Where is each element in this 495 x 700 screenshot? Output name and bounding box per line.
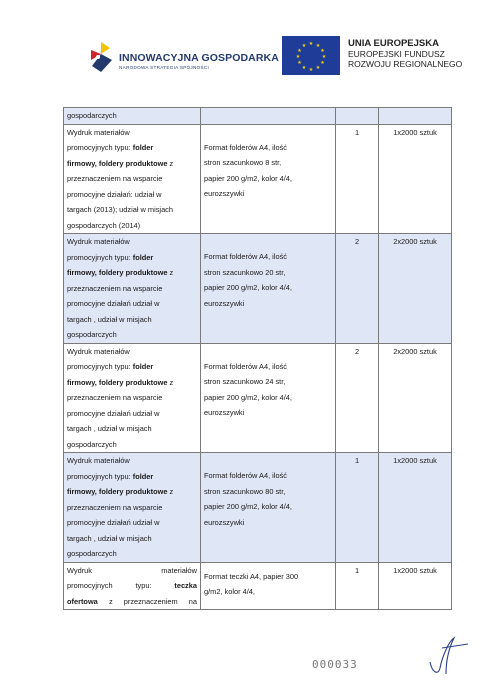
amount-cell: 2x2000 sztuk: [379, 234, 452, 344]
eu-line-3: ROZWOJU REGIONALNEGO: [348, 59, 463, 69]
spec-line: Format folderów A4, ilość: [204, 252, 287, 261]
eu-flag-icon: [282, 36, 340, 75]
spec-line: stron szacunkowo 20 str,: [204, 267, 286, 277]
spec-line: Format folderów A4, ilość: [204, 142, 287, 152]
spec-line: Format folderów A4, ilość: [204, 471, 287, 480]
desc-line: Wydruk materiałów: [67, 456, 130, 465]
spec-cell: [201, 234, 336, 344]
desc-line: przeznaczeniem na wsparcie: [67, 502, 163, 512]
desc-line: Wydruk materiałów: [67, 237, 130, 246]
spec-line: Format folderów A4, ilość: [204, 361, 287, 371]
left-logo-subtitle: NARODOWA STRATEGIA SPÓJNOŚCI: [119, 65, 210, 70]
eu-line-1: UNIA EUROPEJSKA: [348, 38, 439, 49]
eu-line-2: EUROPEJSKI FUNDUSZ: [348, 49, 445, 59]
desc-cell: [64, 124, 201, 234]
eu-logo-text: [348, 38, 488, 69]
desc-bold: folder: [132, 471, 154, 481]
spec-cell: [201, 453, 336, 563]
desc-line: przeznaczeniem na wsparcie: [67, 174, 163, 183]
table-row: [64, 562, 452, 610]
spec-line: eurozszywki: [204, 298, 245, 308]
spec-line: stron szacunkowo 24 str,: [204, 377, 286, 386]
desc-bold: firmowy, foldery produktowe: [67, 487, 168, 496]
desc-cell: [64, 453, 201, 563]
spec-line: stron szacunkowo 8 str,: [204, 158, 282, 167]
desc-bold: firmowy, foldery produktowe: [67, 158, 168, 168]
desc-line: promocyjnych typu: folder: [67, 252, 154, 262]
spec-cell: [201, 108, 336, 125]
desc-line: promocyjne działań udział w: [67, 518, 160, 527]
desc-bold: firmowy, foldery produktowe: [67, 377, 168, 387]
desc-line: przeznaczeniem na wsparcie: [67, 393, 163, 402]
desc-line: Wydruk materiałów: [67, 346, 130, 356]
svg-text:★: ★: [320, 60, 325, 66]
qty-cell: 2: [336, 234, 379, 344]
desc-bold: folder: [132, 252, 154, 262]
table-row: [64, 453, 452, 563]
desc-cell: [64, 343, 201, 453]
desc-line: targach , udział w misjach: [67, 424, 152, 433]
desc-line: ofertowa z przeznaczeniem na: [67, 594, 197, 610]
desc-line: firmowy, foldery produktowe z: [67, 487, 174, 496]
left-logo-title: INNOWACYJNA GOSPODARKA: [119, 52, 279, 64]
desc-line: gospodarczych: [67, 439, 117, 449]
ig-logo-icon: [88, 40, 114, 74]
spec-line: eurozszywki: [204, 189, 245, 198]
table-row: [64, 234, 452, 344]
desc-line: firmowy, foldery produktowe z: [67, 377, 174, 387]
spec-line: g/m2, kolor 4/4,: [204, 587, 255, 596]
desc-line: promocyjnych typu: teczka: [67, 578, 197, 594]
spec-line: eurozszywki: [204, 408, 245, 417]
desc-line: promocyjnych typu: folder: [67, 362, 154, 371]
desc-cell: [64, 108, 201, 125]
desc-line: gospodarczych: [67, 111, 117, 120]
desc-line: gospodarczych: [67, 330, 117, 339]
svg-text:★: ★: [315, 43, 321, 49]
desc-line: targach , udział w misjach: [67, 533, 152, 543]
signature-icon: [424, 632, 472, 680]
desc-line: promocyjnych typu: folder: [67, 143, 154, 152]
qty-cell: 1: [336, 453, 379, 563]
desc-line: gospodarczych: [67, 549, 117, 558]
desc-line: firmowy, foldery produktowe z: [67, 158, 174, 168]
desc-line: promocyjnych typu: folder: [67, 471, 154, 481]
svg-text:★: ★: [295, 54, 301, 60]
amount-cell: 1x2000 sztuk: [379, 562, 452, 610]
qty-cell: 1: [336, 124, 379, 234]
svg-text:★: ★: [301, 65, 307, 71]
amount-cell: 1x2000 sztuk: [379, 124, 452, 234]
desc-bold: firmowy, foldery produktowe: [67, 268, 168, 277]
amount-cell: 1x2000 sztuk: [379, 453, 452, 563]
qty-cell: [336, 108, 379, 125]
svg-text:★: ★: [315, 65, 321, 71]
spec-line: papier 200 g/m2, kolor 4/4,: [204, 502, 292, 511]
desc-line: targach (2013); udział w misjach: [67, 205, 173, 214]
page-number-stamp: 000033: [312, 658, 358, 671]
spec-line: Format teczki A4, papier 300: [204, 571, 299, 581]
spec-line: papier 200 g/m2, kolor 4/4,: [204, 173, 292, 183]
spec-line: papier 200 g/m2, kolor 4/4,: [204, 392, 292, 402]
desc-line: przeznaczeniem na wsparcie: [67, 283, 163, 293]
spec-cell: [201, 124, 336, 234]
spec-cell: [201, 562, 336, 610]
items-table: [63, 107, 452, 610]
desc-line: targach , udział w misjach: [67, 314, 152, 324]
desc-line: gospodarczych (2014): [67, 220, 141, 230]
desc-line: promocyjne działań: udział w: [67, 189, 162, 199]
amount-cell: 2x2000 sztuk: [379, 343, 452, 453]
svg-text:★: ★: [320, 48, 325, 54]
svg-text:★: ★: [297, 48, 302, 54]
table-row: [64, 108, 452, 125]
desc-cell: [64, 234, 201, 344]
innowacyjna-gospodarka-logo: [88, 40, 279, 80]
desc-bold: teczka: [174, 581, 197, 590]
spec-line: eurozszywki: [204, 517, 245, 527]
amount-cell: [379, 108, 452, 125]
spec-cell: [201, 343, 336, 453]
svg-text:★: ★: [321, 54, 327, 60]
svg-text:★: ★: [297, 60, 302, 66]
qty-cell: 2: [336, 343, 379, 453]
desc-bold: ofertowa: [67, 596, 98, 606]
svg-text:★: ★: [308, 41, 314, 47]
spec-line: stron szacunkowo 80 str,: [204, 486, 286, 496]
desc-line: promocyjne działań udział w: [67, 299, 160, 308]
desc-bold: folder: [132, 362, 154, 371]
desc-bold: folder: [132, 143, 154, 152]
desc-line: Wydruk materiałów: [67, 565, 197, 575]
desc-cell: [64, 562, 201, 610]
svg-text:★: ★: [301, 43, 307, 49]
spec-line: papier 200 g/m2, kolor 4/4,: [204, 283, 292, 292]
desc-line: firmowy, foldery produktowe z: [67, 268, 174, 277]
qty-cell: 1: [336, 562, 379, 610]
table-row: [64, 124, 452, 234]
table-row: [64, 343, 452, 453]
desc-line: Wydruk materiałów: [67, 127, 130, 137]
svg-text:★: ★: [308, 67, 314, 73]
desc-line: promocyjne działań udział w: [67, 408, 160, 418]
